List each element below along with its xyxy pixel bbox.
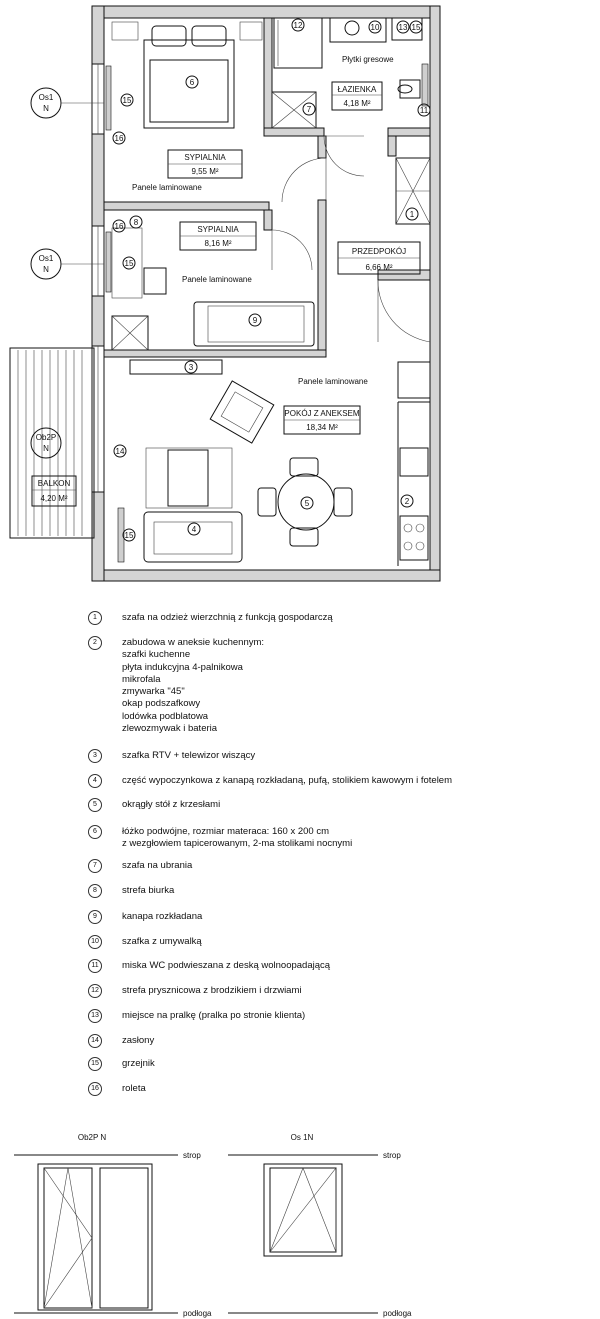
legend-text xyxy=(122,911,202,923)
doors xyxy=(272,136,430,342)
legend-number: 4 xyxy=(88,774,102,788)
legend-text xyxy=(122,985,302,997)
legend-line: okrągły stół z krzesłami xyxy=(122,799,221,810)
legend-line: zlewozmywak i bateria xyxy=(122,723,218,735)
room-name-lazienka: ŁAZIENKA xyxy=(337,85,377,94)
legend-number: 12 xyxy=(88,984,102,998)
room-area-pokoj: 18,34 M² xyxy=(306,423,338,432)
legend-item xyxy=(88,1010,305,1022)
legend-line: grzejnik xyxy=(122,1058,155,1069)
legend-text xyxy=(122,1083,146,1095)
legend-line: szafki kuchenne xyxy=(122,649,191,661)
legend-text xyxy=(122,826,352,851)
legend-line: roleta xyxy=(122,1083,146,1094)
legend-item xyxy=(88,960,330,972)
legend-item xyxy=(88,612,333,624)
marker-13: 13 xyxy=(398,23,408,32)
legend-item xyxy=(88,911,202,923)
floor-label-bedroom-2: Panele laminowane xyxy=(182,275,252,284)
marker-15-bed2: 15 xyxy=(124,259,134,268)
legend-number: 8 xyxy=(88,884,102,898)
legend-line: płyta indukcyjna 4-palnikowa xyxy=(122,661,243,673)
legend-line: zasłony xyxy=(122,1035,155,1046)
marker-12: 12 xyxy=(293,21,303,30)
legend-number: 1 xyxy=(88,611,102,625)
legend-text xyxy=(122,612,333,624)
room-name-przedpokoj: PRZEDPOKÓJ xyxy=(351,247,407,256)
legend-number: 13 xyxy=(88,1009,102,1023)
balcony xyxy=(10,348,94,538)
legend-item xyxy=(88,750,255,762)
elevation-ob2p xyxy=(14,1133,212,1318)
elevation-os1n xyxy=(228,1133,412,1318)
marker-15-bed1: 15 xyxy=(122,96,132,105)
marker-4: 4 xyxy=(191,525,197,534)
marker-16-bed1: 16 xyxy=(114,134,124,143)
elevation-title-left: Ob2P N xyxy=(77,1133,107,1142)
window-tag-code-3: Ob2P xyxy=(35,433,57,442)
legend-line: szafa na odzież wierzchnią z funkcją gospodarczą xyxy=(122,612,333,623)
room-area-lazienka: 4,18 M² xyxy=(343,99,371,108)
marker-15-living: 15 xyxy=(124,531,134,540)
legend-item xyxy=(88,799,220,811)
room-name-sypialnia-1: SYPIALNIA xyxy=(184,153,226,162)
window-tag-dir-3: N xyxy=(43,444,49,453)
legend-item xyxy=(88,1058,155,1070)
legend-line: miejsce na pralkę (pralka po stronie klienta) xyxy=(122,1010,306,1021)
room-area-sypialnia-1: 9,55 M² xyxy=(191,167,219,176)
legend-number: 10 xyxy=(88,935,102,949)
marker-8: 8 xyxy=(133,218,139,227)
room-area-przedpokoj: 6,66 M² xyxy=(365,263,393,272)
legend-number: 11 xyxy=(88,959,102,973)
legend-number: 2 xyxy=(88,636,102,650)
floor-label-bedroom-1: Panele laminowane xyxy=(132,183,202,192)
legend-number: 3 xyxy=(88,749,102,763)
legend-item xyxy=(88,885,174,897)
legend-item xyxy=(88,637,264,735)
podloga-label-left: podłoga xyxy=(183,1309,212,1318)
marker-15-bath: 15 xyxy=(411,23,421,32)
floor-label-bathroom: Płytki gresowe xyxy=(342,55,394,64)
legend-line: szafka z umywalką xyxy=(122,936,202,947)
legend-number: 5 xyxy=(88,798,102,812)
legend-number: 6 xyxy=(88,825,102,839)
marker-11: 11 xyxy=(419,106,429,115)
legend-item xyxy=(88,936,202,948)
room-area-sypialnia-2: 8,16 M² xyxy=(204,239,232,248)
room-name-pokoj: POKÓJ Z ANEKSEM xyxy=(284,409,360,418)
legend-line: część wypoczynkowa z kanapą rozkładaną, pufą, stolikiem kawowym i fotelem xyxy=(122,775,453,786)
legend-line: łóżko podwójne, rozmiar materaca: 160 x 200 cm xyxy=(122,826,329,837)
room-area-balkon: 4,20 M² xyxy=(40,494,68,503)
legend-line: strefa biurka xyxy=(122,885,175,896)
legend-item xyxy=(88,985,302,997)
podloga-label-right: podłoga xyxy=(383,1309,412,1318)
marker-6: 6 xyxy=(189,78,195,87)
legend-text xyxy=(122,1035,154,1047)
legend-number: 9 xyxy=(88,910,102,924)
legend-number: 7 xyxy=(88,859,102,873)
legend-item xyxy=(88,1035,154,1047)
legend-line: zmywarka "45" xyxy=(122,686,185,698)
marker-5: 5 xyxy=(304,499,310,508)
legend-text xyxy=(122,885,174,897)
legend-line: kanapa rozkładana xyxy=(122,911,203,922)
window-tag-dir-2: N xyxy=(43,265,49,274)
legend-item xyxy=(88,1083,146,1095)
legend-line: szafa na ubrania xyxy=(122,860,193,871)
marker-3: 3 xyxy=(188,363,194,372)
marker-9: 9 xyxy=(252,316,258,325)
legend-number: 16 xyxy=(88,1082,102,1096)
marker-2: 2 xyxy=(404,497,410,506)
marker-14: 14 xyxy=(115,447,125,456)
strop-label-right: strop xyxy=(383,1151,401,1160)
legend-item xyxy=(88,775,452,787)
legend-item xyxy=(88,860,192,872)
window-tag-code-2: Os1 xyxy=(38,254,54,263)
marker-7: 7 xyxy=(306,105,312,114)
legend-text xyxy=(122,750,255,762)
legend-text xyxy=(122,637,264,735)
legend-line: mikrofala xyxy=(122,673,161,685)
legend-line: strefa prysznicowa z brodzikiem i drzwiami xyxy=(122,985,302,996)
legend-line: lodówka podblatowa xyxy=(122,710,209,722)
elevation-title-right: Os 1N xyxy=(290,1133,314,1142)
legend-number: 15 xyxy=(88,1057,102,1071)
legend-item xyxy=(88,826,352,851)
legend-line: miska WC podwieszana z deską wolnoopadającą xyxy=(122,960,331,971)
marker-10: 10 xyxy=(370,23,380,32)
legend-text xyxy=(122,1010,305,1022)
legend-text xyxy=(122,1058,155,1070)
legend-text xyxy=(122,775,452,787)
legend-line: okap podszafkowy xyxy=(122,698,201,710)
room-name-sypialnia-2: SYPIALNIA xyxy=(197,225,239,234)
legend-text xyxy=(122,860,192,872)
marker-1: 1 xyxy=(409,210,415,219)
legend-text xyxy=(122,936,202,948)
window-tag-code-1: Os1 xyxy=(38,93,54,102)
legend-line: szafka RTV + telewizor wiszący xyxy=(122,750,256,761)
legend-text xyxy=(122,799,220,811)
legend-text xyxy=(122,960,330,972)
window-tag-dir-1: N xyxy=(43,104,49,113)
legend-number: 14 xyxy=(88,1034,102,1048)
legend-line: zabudowa w aneksie kuchennym: xyxy=(122,637,265,648)
floor-label-living: Panele laminowane xyxy=(298,377,368,386)
room-name-balkon: BALKON xyxy=(37,479,71,488)
strop-label-left: strop xyxy=(183,1151,201,1160)
legend-line: z wezgłowiem tapicerowanym, 2-ma stolikami nocnymi xyxy=(122,838,353,850)
marker-16-bed2: 16 xyxy=(114,222,124,231)
